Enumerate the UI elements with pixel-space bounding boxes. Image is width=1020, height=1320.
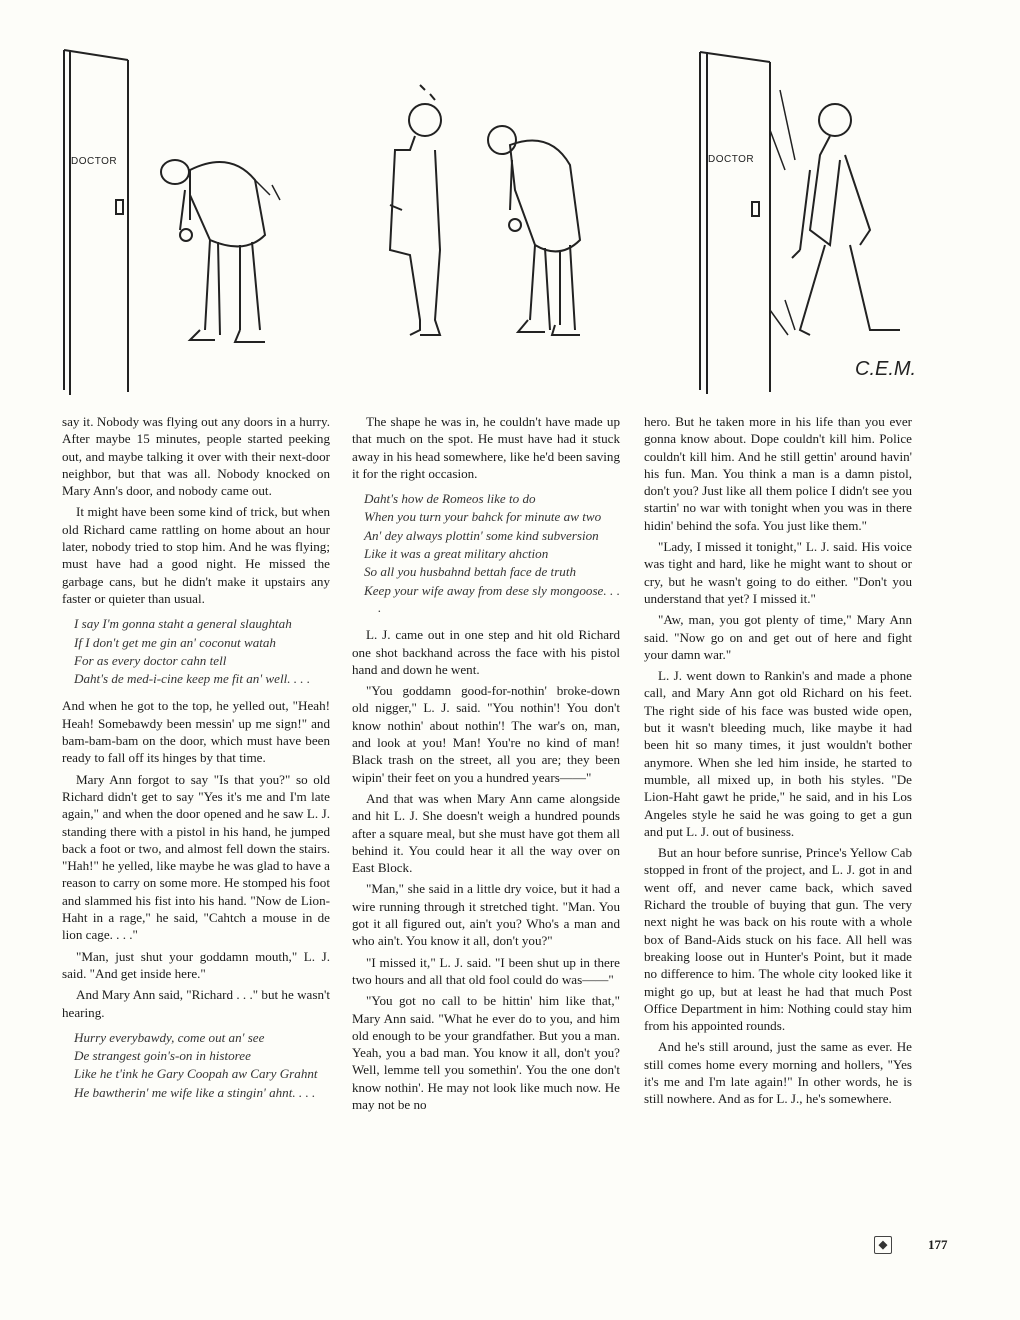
- paragraph: It might have been some kind of trick, but when old Richard came rattling on home about an hour later, nobody tried to stop him. And he was flying; must have had a good night. He missed the garbage cans, but he didn't make it upstairs any faster or quieter than usual.: [62, 504, 330, 606]
- paragraph: And he's still around, just the same as ever. He still comes home every morning and hollers, "Yes it's me and I'm late again!" In other words, he is still nowhere. And as for L. J., he's somewhere.: [644, 1039, 912, 1107]
- paragraph: "Aw, man, you got plenty of time," Mary Ann said. "Now go on and get out of here and fight your damn war.": [644, 612, 912, 662]
- paragraph: And when he got to the top, he yelled out, "Heah! Heah! Somebawdy been messin' up me sign!" and bam-bam-bam on the door, which must have been ready to fall off its hinges by that time.: [62, 698, 330, 766]
- song-verse: [62, 615, 330, 687]
- paragraph: hero. But he taken more in his life than you ever gonna know about. Dope couldn't kill him. Police couldn't kill him. And he still gettin' around havin' his fun. Man. You think a man is a damn pistol, don't you? Just like all them police I didn't see you startin' no war with tonight when you was in there hidin' behind the sofa. You just like them.": [644, 414, 912, 533]
- song-verse: [352, 490, 620, 616]
- verse-line: When you turn your bahck for minute aw two: [364, 509, 602, 525]
- text-column-3: [644, 413, 912, 1112]
- verse-line: De strangest goin's-on in historee: [74, 1048, 251, 1064]
- paragraph: "Lady, I missed it tonight," L. J. said. His voice was tight and hard, like he might want to shout or cry, but he wasn't going to do either. "Don't you understand that yet? I missed it.": [644, 539, 912, 606]
- verse-line: Like he t'ink he Gary Coopah aw Cary Grahnt: [74, 1066, 318, 1082]
- paragraph: But an hour before sunrise, Prince's Yellow Cab stopped in front of the project, and L. J. got in and went off, and never came back, which saved Richard the trouble of buying that gun. The very next night he was back on his route with a whole box of Band-Aids stuck on his face. All hell was breaking loose out in Hunter's Point, but it made no difference to him. The whole city looked like it might go up, but at least he had that much Post Office Department in him: Nothing could stay him from his appointed rounds.: [644, 845, 912, 1034]
- paragraph: "You got no call to be hittin' him like that," Mary Ann said. "What he ever do to you, and him old enough to be your grandfather. But you a man. Yeah, you a bad man. You know it all, don't you? Well, lemme tell you somethin'. You the one don't know nothin'. He may not look like much now. He may not be no: [352, 993, 620, 1112]
- panel-3: [700, 52, 916, 394]
- verse-line: Daht's de med-i-cine keep me fit an' well. . . .: [74, 671, 311, 687]
- text-column-1: [62, 413, 330, 1111]
- verse-line: Daht's how de Romeos like to do: [364, 491, 536, 507]
- paragraph: And that was when Mary Ann came alongside and hit L. J. She doesn't weigh a hundred pounds after a square meal, but she must have got them all behind it. You could hear it all the way over on East Block.: [352, 790, 620, 876]
- text-column-2: [352, 413, 620, 1117]
- panel-1: [64, 50, 280, 395]
- paragraph: The shape he was in, he couldn't have made up that much on the spot. He must have had it stuck away in his head somewhere, like he'd been saving it for the right occasion.: [352, 414, 620, 481]
- paragraph: "Man," she said in a little dry voice, but it had a wire running through it stretched tight. "Man. You got it all figured out, ain't you? Who's a man and who ain't. You know it all, don't you?": [352, 881, 620, 949]
- song-verse: [62, 1029, 330, 1101]
- verse-line: Hurry everybawdy, come out an' see: [74, 1029, 265, 1045]
- paragraph: say it. Nobody was flying out any doors in a hurry. After maybe 15 minutes, people started peeking out, and maybe talking it over with their next-door neighbor, but that was all. Nobody knocked on Mary Ann's door, and nobody came out.: [62, 414, 330, 499]
- verse-line: If I don't get me gin an' coconut watah: [74, 634, 276, 650]
- paragraph: "I missed it," L. J. said. "I been shut up in there two hours and all that old fool could do was——": [352, 954, 620, 987]
- verse-line: He bawtherin' me wife like a stingin' ahnt. . . .: [74, 1084, 316, 1100]
- verse-line: So all you husbahnd bettah face de truth: [364, 564, 577, 580]
- end-mark-icon: ◆: [874, 1236, 892, 1254]
- paragraph: And Mary Ann said, "Richard . . ." but he wasn't hearing.: [62, 987, 330, 1020]
- verse-line: An' dey always plottin' some kind subversion: [364, 527, 599, 543]
- door-label-left: DOCTOR: [71, 156, 118, 167]
- paragraph: L. J. came out in one step and hit old Richard one shot backhand across the face with his pistol hand and down he went.: [352, 627, 620, 677]
- page-number: 177: [928, 1237, 948, 1252]
- verse-line: I say I'm gonna staht a general slaughtah: [74, 616, 292, 632]
- paragraph: "Man, just shut your goddamn mouth," L. J. said. "And get inside here.": [62, 948, 330, 981]
- verse-line: Like it was a great military ahction: [364, 546, 549, 562]
- cartoon-strip: [40, 30, 990, 400]
- cartoon-illustration: [40, 30, 990, 400]
- paragraph: Mary Ann forgot to say "Is that you?" so old Richard didn't get to say "Yes it's me and I'm late again," and when the door opened and he saw L. J. standing there with a pistol in his hand, he jumped back a foot or two, and almost fell down the stairs. "Hah!" he yelled, like maybe he was glad to have a reason to carry on some more. He stomped his foot and slammed his fist into his hand. "Now de Lion-Haht in a rage," he said, "Cahtch a mouse in de lion cage. . . .": [62, 771, 330, 943]
- verse-line: For as every doctor cahn tell: [74, 652, 227, 668]
- door-label-right: DOCTOR: [708, 154, 755, 165]
- panel-2: [390, 85, 580, 335]
- paragraph: "You goddamn good-for-nothin' broke-down old nigger," L. J. said. "You nothin'! You don't know nothin' about nothin'! The war's on, man, and look at you! Man! You're no kind of man! Black trash on the street, all you are; they been wipin' their feet on you a hundred years——": [352, 683, 620, 785]
- paragraph: L. J. went down to Rankin's and made a phone call, and Mary Ann got old Richard on his feet. The right side of his face was busted wide open, but it wasn't bleeding much, like maybe it had been hit so many times, it just wouldn't bother anymore. When she led him inside, he started to mumble, all mixed up, in both his styles. "De Lion-Haht gawt he pride," he said, and in his Los Angeles style he said he was going to get a gun and put L. J. out of business.: [644, 668, 912, 839]
- artist-signature: C.E.M.: [855, 358, 917, 380]
- verse-line: Keep your wife away from dese sly mongoose. . . .: [364, 582, 620, 615]
